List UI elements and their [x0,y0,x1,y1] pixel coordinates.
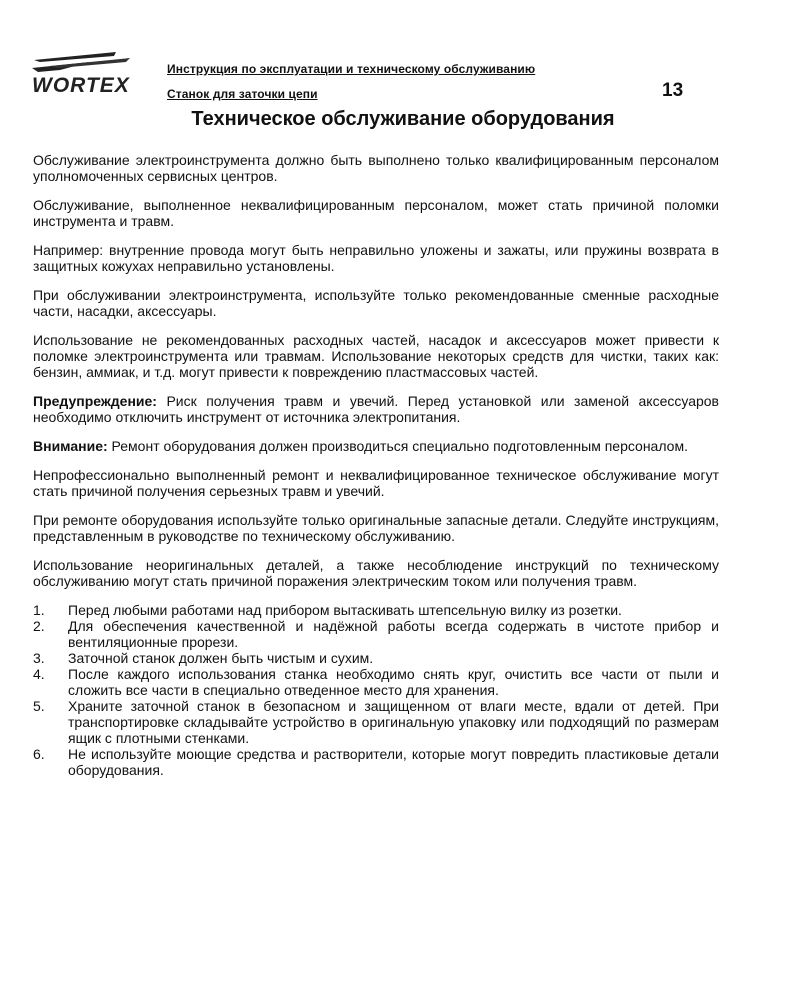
list-text: Не используйте моющие средства и растворители, которые могут повредить пластиковые детали оборудования. [68,746,719,778]
paragraph-text: Обслуживание, выполненное неквалифицированным персоналом, может стать причиной поломки инструмента и травм. [33,197,719,229]
list-item [33,698,719,746]
body-text [33,152,719,778]
paragraph [33,242,719,274]
page-number: 13 [662,80,684,101]
wortex-logo [30,48,150,98]
paragraph-lead: Предупреждение: [33,393,157,409]
paragraph-text: При ремонте оборудования используйте только оригинальные запасные детали. Следуйте инструкциям, представленным в руководстве по техническому обслуживанию. [33,512,719,544]
list-number: 2. [33,618,45,634]
list-number: 6. [33,746,45,762]
paragraph-lead: Внимание: [33,438,108,454]
product-name: Станок для заточки цепи [167,87,318,101]
list-number: 3. [33,650,45,666]
paragraph-text: Использование не рекомендованных расходных частей, насадок и аксессуаров может привести к поломке электроинструмента или травмам. Использование некоторых средств для чистки, таких как: бензин, аммиак, и т.д. могут привести к повреждению пластмассовых частей. [33,332,719,380]
svg-text:WORTEX: WORTEX [32,74,130,97]
paragraph [33,197,719,229]
list-text: После каждого использования станка необходимо снять круг, очистить все части от пыли и сложить все части в специально отведенное место для хранения. [68,666,719,698]
paragraph [33,512,719,544]
paragraph-text: Риск получения травм и увечий. Перед установкой или заменой аксессуаров необходимо отключить инструмент от источника электропитания. [33,393,719,425]
paragraph [33,557,719,589]
manual-title: Инструкция по эксплуатации и техническому обслуживанию [167,62,536,76]
list-text: Для обеспечения качественной и надёжной работы всегда содержать в чистоте прибор и вентиляционные прорези. [68,618,719,650]
paragraph [33,393,719,425]
list-number: 1. [33,602,45,618]
paragraph-text: При обслуживании электроинструмента, используйте только рекомендованные сменные расходные части, насадки, аксессуары. [33,287,719,319]
paragraph [33,332,719,380]
paragraph [33,467,719,499]
list-number: 5. [33,698,45,714]
list-text: Храните заточной станок в безопасном и защищенном от влаги месте, вдали от детей. При транспортировке складывайте устройство в оригинальную упаковку или подходящий по размерам ящик с плотными стенками. [68,698,719,746]
paragraph-text: Обслуживание электроинструмента должно быть выполнено только квалифицированным персоналом уполномоченных сервисных центров. [33,152,719,184]
list-number: 4. [33,666,45,682]
list-item [33,618,719,650]
paragraph-text: Использование неоригинальных деталей, а также несоблюдение инструкций по техническому обслуживанию могут стать причиной поражения электрическим током или получения травм. [33,557,719,589]
paragraph-text: Непрофессионально выполненный ремонт и неквалифицированное техническое обслуживание могут стать причиной получения серьезных травм и увечий. [33,467,719,499]
list-item [33,666,719,698]
section-title: Техническое обслуживание оборудования [191,108,615,130]
list-item [33,746,719,778]
paragraph [33,438,719,454]
maintenance-list [33,602,719,778]
list-item [33,650,719,666]
list-text: Заточной станок должен быть чистым и сухим. [68,650,374,666]
paragraph-text: Ремонт оборудования должен производиться специально подготовленным персоналом. [107,438,688,454]
paragraph-text: Например: внутренние провода могут быть неправильно уложены и зажаты, или пружины возврата в защитных кожухах неправильно установлены. [33,242,719,274]
list-item [33,602,719,618]
paragraph [33,152,719,184]
paragraph [33,287,719,319]
list-text: Перед любыми работами над прибором вытаскивать штепсельную вилку из розетки. [68,602,622,618]
